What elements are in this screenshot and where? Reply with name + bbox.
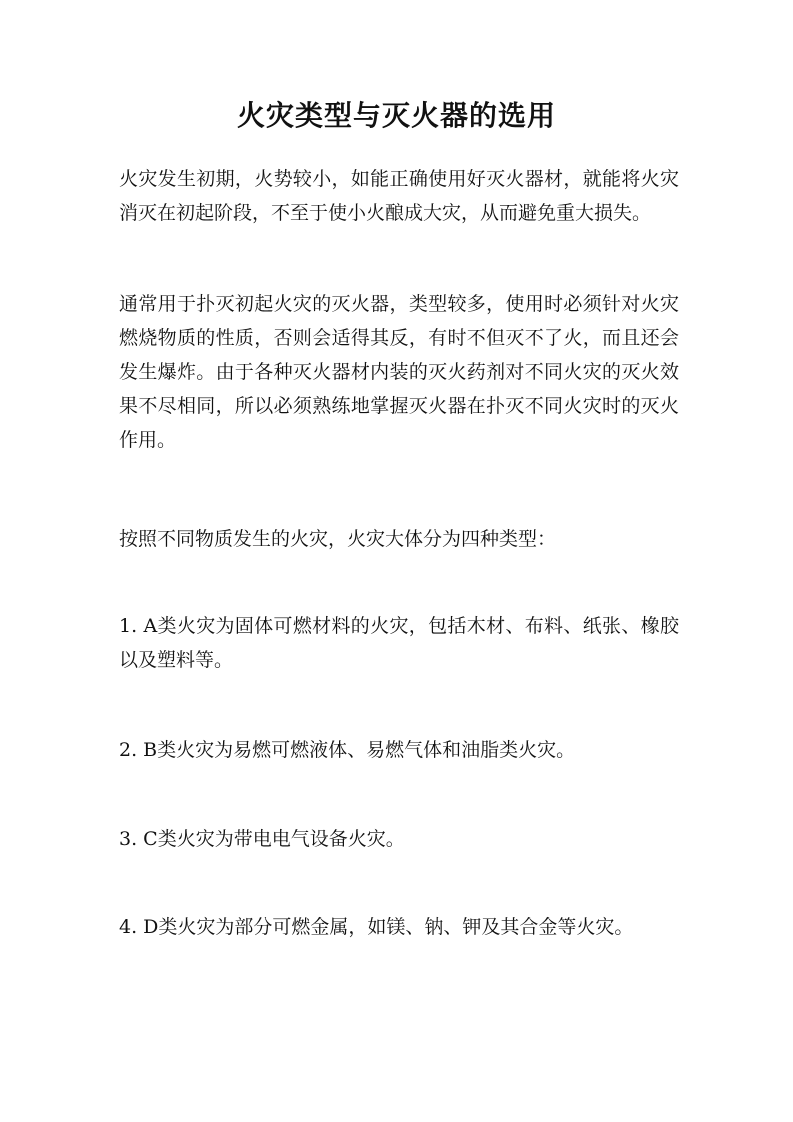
extinguisher-usage-paragraph: 通常用于扑灭初起火灾的灭火器，类型较多，使用时必须针对火灾燃烧物质的性质，否则会适得其反，有时不但灭不了火，而且还会发生爆炸。由于各种灭火器材内装的灭火药剂对不同火灾的灭火效果不尽相同，所以必须熟练地掌握灭火器在扑灭不同火灾时的灭火作用。 xyxy=(119,293,679,451)
intro-paragraph: 火灾发生初期，火势较小，如能正确使用好灭火器材，就能将火灾消灭在初起阶段，不至于使小火酿成大灾，从而避免重大损失。 xyxy=(119,168,679,224)
document-title: 火灾类型与灭火器的选用 xyxy=(236,99,556,132)
fire-type-list-item-b: 2. B类火灾为易燃可燃液体、易燃气体和油脂类火灾。 xyxy=(119,739,576,761)
fire-type-list-item-a: 1. A类火灾为固体可燃材料的火灾，包括木材、布料、纸张、橡胶以及塑料等。 xyxy=(119,615,679,671)
fire-classification-intro: 按照不同物质发生的火灾，火灾大体分为四种类型： xyxy=(119,528,557,550)
fire-type-list-item-c: 3. C类火灾为带电电气设备火灾。 xyxy=(119,828,405,850)
fire-type-list-item-d: 4. D类火灾为部分可燃金属，如镁、钠、钾及其合金等火灾。 xyxy=(119,916,634,938)
